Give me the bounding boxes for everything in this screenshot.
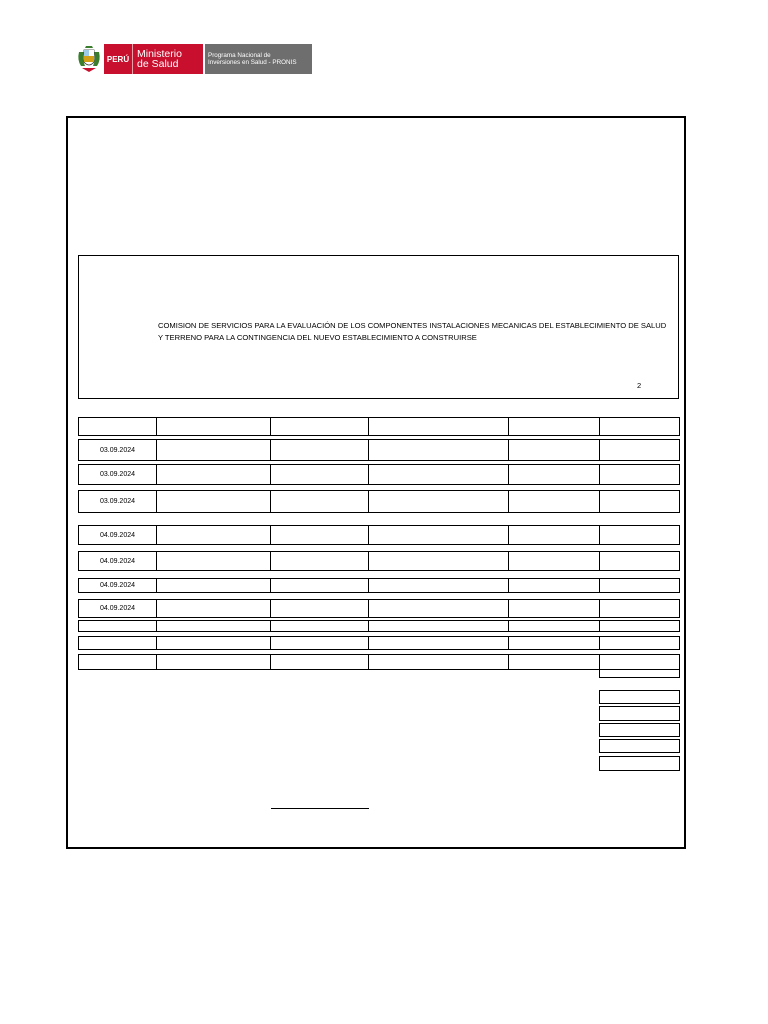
table-cell <box>78 620 157 632</box>
table-cell <box>270 599 369 618</box>
table-cell <box>508 417 600 436</box>
table-row <box>78 599 680 618</box>
table-cell <box>156 551 271 571</box>
table-cell <box>368 490 509 513</box>
table-cell <box>368 525 509 545</box>
table-cell <box>156 578 271 593</box>
table-cell <box>270 464 369 485</box>
table-cell <box>508 654 600 670</box>
peru-label: PERÚ <box>104 44 132 74</box>
summary-box <box>599 739 680 753</box>
table-cell <box>368 654 509 670</box>
table-cell <box>156 417 271 436</box>
table-cell <box>270 654 369 670</box>
table-row <box>78 578 680 593</box>
table-cell <box>508 599 600 618</box>
table-cell <box>599 417 680 436</box>
date-cell: 03.09.2024 <box>78 490 157 513</box>
document-title: COMISION DE SERVICIOS PARA LA EVALUACIÓN DE LOS COMPONENTES INSTALACIONES MECANICAS DEL ESTABLECIMIENTO DE SALUD Y TERRENO PARA LA CONTINGENCIA DEL NUEVO ESTABLECIMIENTO A CONSTRUIRSE <box>158 321 667 342</box>
table-cell <box>508 525 600 545</box>
summary-box <box>599 706 680 721</box>
ministry-line-1: Ministerio <box>137 48 182 60</box>
table-row <box>78 525 680 545</box>
table-cell <box>599 654 680 670</box>
date-cell: 04.09.2024 <box>78 525 157 545</box>
table-cell <box>368 439 509 461</box>
table-cell <box>270 417 369 436</box>
ministry-line-2: de Salud <box>137 58 179 70</box>
table-row <box>78 654 680 670</box>
table-cell <box>599 551 680 571</box>
table-cell <box>508 439 600 461</box>
table-cell <box>368 620 509 632</box>
table-cell <box>270 525 369 545</box>
table-row <box>78 636 680 650</box>
table-cell <box>508 578 600 593</box>
table-row <box>78 620 680 632</box>
summary-box <box>599 669 680 678</box>
table-cell <box>78 654 157 670</box>
table-cell <box>270 578 369 593</box>
table-cell <box>78 417 157 436</box>
program-line-2: Inversiones en Salud - PRONIS <box>208 59 297 66</box>
date-cell: 04.09.2024 <box>78 578 157 593</box>
table-cell <box>508 620 600 632</box>
date-cell: 04.09.2024 <box>78 599 157 618</box>
table-cell <box>368 551 509 571</box>
date-cell: 03.09.2024 <box>78 464 157 485</box>
program-line-1: Programa Nacional de <box>208 51 271 59</box>
ministry-logo <box>76 44 312 74</box>
peru-coat-of-arms-icon <box>76 44 102 74</box>
table-cell <box>368 599 509 618</box>
table-cell <box>156 620 271 632</box>
table-cell <box>156 490 271 513</box>
ministry-name <box>132 44 203 74</box>
table-cell <box>599 525 680 545</box>
table-cell <box>368 636 509 650</box>
table-cell <box>156 525 271 545</box>
summary-box <box>599 723 680 737</box>
table-cell <box>156 654 271 670</box>
summary-box <box>599 690 680 704</box>
signature-line <box>271 808 369 809</box>
table-cell <box>508 490 600 513</box>
table-row <box>78 464 680 485</box>
table-cell <box>270 490 369 513</box>
table-cell <box>599 599 680 618</box>
table-cell <box>599 620 680 632</box>
table-cell <box>156 636 271 650</box>
table-cell <box>508 464 600 485</box>
date-cell: 04.09.2024 <box>78 551 157 571</box>
table-row <box>78 490 680 513</box>
table-cell <box>270 620 369 632</box>
table-cell <box>78 636 157 650</box>
table-cell <box>599 439 680 461</box>
page-number: 2 <box>637 381 642 390</box>
table-cell <box>368 417 509 436</box>
table-cell <box>599 490 680 513</box>
program-name <box>205 44 312 74</box>
table-cell <box>156 599 271 618</box>
table-cell <box>508 636 600 650</box>
table-cell <box>270 439 369 461</box>
table-cell <box>368 578 509 593</box>
table-row <box>78 551 680 571</box>
table-row <box>78 439 680 461</box>
table-cell <box>270 551 369 571</box>
table-cell <box>508 551 600 571</box>
date-cell: 03.09.2024 <box>78 439 157 461</box>
table-cell <box>599 464 680 485</box>
summary-box <box>599 756 680 771</box>
table-cell <box>156 464 271 485</box>
table-cell <box>599 578 680 593</box>
table-cell <box>156 439 271 461</box>
table-cell <box>599 636 680 650</box>
table-cell <box>368 464 509 485</box>
table-header-row <box>78 417 680 436</box>
table-cell <box>270 636 369 650</box>
